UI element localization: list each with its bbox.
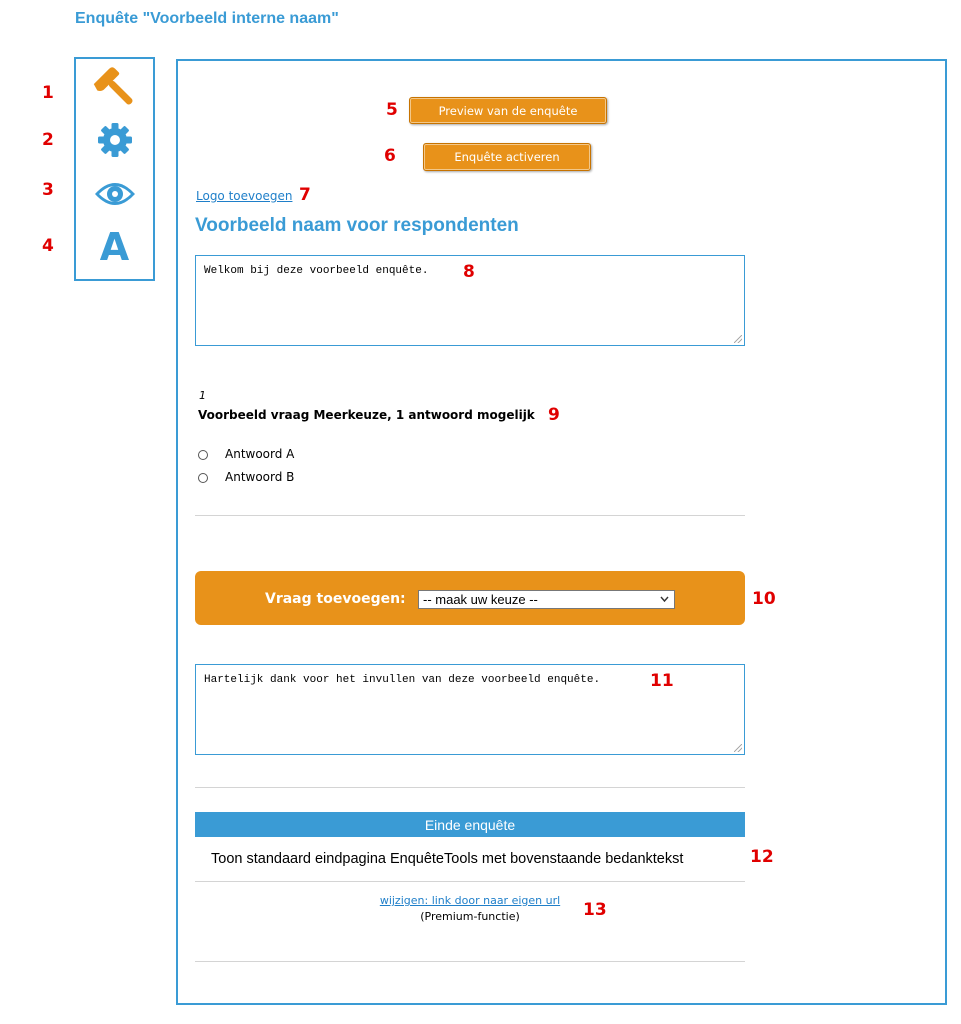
callout-1: 1 (42, 83, 54, 103)
preview-button[interactable]: Preview van de enquête (409, 97, 607, 124)
page-title: Enquête "Voorbeeld interne naam" (75, 10, 339, 27)
divider (195, 787, 745, 788)
question-number: 1 (199, 389, 206, 402)
editor-toolbar (74, 57, 155, 281)
add-logo-link[interactable]: Logo toevoegen (196, 189, 293, 203)
callout-11: 11 (650, 671, 674, 691)
question-type-select[interactable] (418, 590, 675, 609)
divider (195, 961, 745, 962)
tool-preview[interactable] (76, 169, 153, 219)
question-type-selected: -- maak uw keuze -- (423, 592, 538, 607)
answer-b-radio[interactable] (198, 473, 208, 483)
callout-4: 4 (42, 236, 54, 256)
activate-button[interactable]: Enquête activeren (423, 143, 591, 171)
chevron-down-icon (660, 596, 669, 603)
gear-icon (95, 120, 135, 160)
tool-edit[interactable] (76, 62, 153, 112)
callout-12: 12 (750, 847, 774, 867)
resize-grip-icon[interactable] (734, 744, 742, 752)
answer-a-label: Antwoord A (225, 447, 295, 461)
change-end-url-link[interactable]: wijzigen: link door naar eigen url (379, 894, 561, 907)
divider (195, 881, 745, 882)
divider (195, 515, 745, 516)
tool-layout[interactable] (76, 222, 153, 272)
callout-10: 10 (752, 589, 776, 609)
tool-settings[interactable] (76, 115, 153, 165)
eye-icon (93, 176, 137, 212)
question-text[interactable]: Voorbeeld vraag Meerkeuze, 1 antwoord mogelijk (198, 408, 535, 422)
callout-9: 9 (548, 405, 560, 425)
respondent-title[interactable]: Voorbeeld naam voor respondenten (195, 215, 519, 236)
thanks-text: Hartelijk dank voor het invullen van deze voorbeeld enquête. (204, 674, 601, 686)
callout-5: 5 (386, 100, 398, 120)
end-survey-header: Einde enquête (195, 812, 745, 837)
callout-7: 7 (299, 185, 311, 205)
callout-8: 8 (463, 262, 475, 282)
hammer-icon (92, 64, 138, 110)
letter-a-icon: A (99, 225, 130, 269)
premium-note: (Premium-functie) (420, 910, 520, 923)
callout-2: 2 (42, 130, 54, 150)
callout-13: 13 (583, 900, 607, 920)
callout-3: 3 (42, 180, 54, 200)
end-page-description: Toon standaard eindpagina EnquêteTools met bovenstaande bedanktekst (211, 851, 684, 867)
callout-6: 6 (384, 146, 396, 166)
answer-a-radio[interactable] (198, 450, 208, 460)
add-question-label: Vraag toevoegen: (265, 591, 406, 607)
answer-b-label: Antwoord B (225, 470, 295, 484)
resize-grip-icon[interactable] (734, 335, 742, 343)
intro-text: Welkom bij deze voorbeeld enquête. (204, 265, 429, 277)
